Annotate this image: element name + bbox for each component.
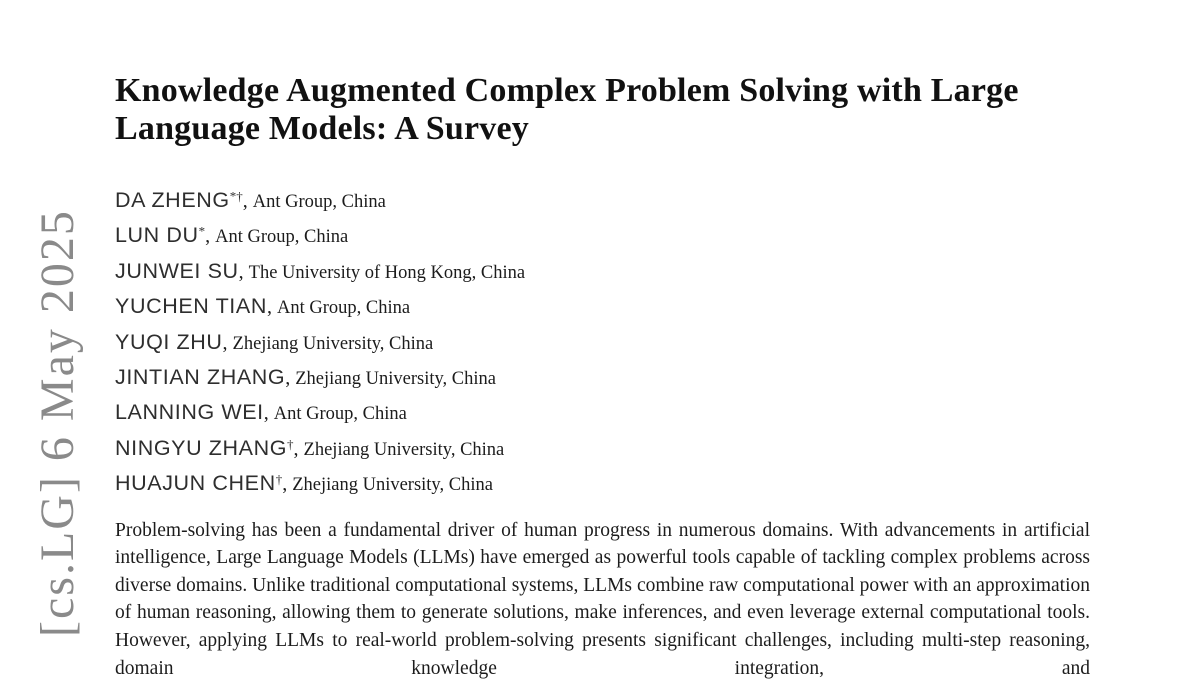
- author-separator: ,: [263, 402, 274, 425]
- author-superscript: †: [275, 471, 283, 487]
- author-affiliation: The University of Hong Kong, China: [248, 262, 526, 283]
- author-name: YUCHEN TIAN: [115, 294, 267, 319]
- author-row: [115, 396, 1090, 431]
- author-name: LANNING WEI: [115, 400, 264, 425]
- author-separator: ,: [205, 225, 216, 248]
- author-affiliation: Ant Group, China: [252, 192, 386, 212]
- author-name: NINGYU ZHANG: [115, 435, 288, 460]
- author-affiliation: Ant Group, China: [215, 227, 349, 248]
- author-affiliation: Zhejiang University, China: [292, 475, 493, 496]
- author-name: JINTIAN ZHANG: [115, 365, 286, 390]
- author-affiliation: Zhejiang University, China: [303, 439, 505, 460]
- author-affiliation: Zhejiang University, China: [232, 333, 434, 354]
- author-name: JUNWEI SU: [115, 258, 239, 283]
- author-separator: ,: [282, 473, 293, 496]
- author-row: [115, 290, 1090, 325]
- author-affiliation: Ant Group, China: [273, 404, 407, 425]
- paper-content: [115, 72, 1090, 682]
- author-separator: ,: [242, 190, 253, 212]
- author-row: [115, 361, 1090, 396]
- author-separator: ,: [238, 260, 249, 283]
- author-row: [115, 467, 1090, 502]
- author-affiliation: Ant Group, China: [276, 298, 411, 319]
- author-separator: ,: [222, 331, 233, 354]
- author-separator: ,: [266, 296, 277, 319]
- author-row: [115, 255, 1090, 290]
- author-affiliation: Zhejiang University, China: [295, 369, 496, 390]
- author-row: [115, 326, 1090, 361]
- author-row: [115, 219, 1090, 254]
- author-row: [115, 184, 1090, 219]
- title-line-1: Knowledge Augmented Complex Problem Solving with Large: [115, 72, 1019, 109]
- author-name: HUAJUN CHEN: [115, 471, 276, 496]
- author-name: YUQI ZHU: [115, 329, 223, 354]
- author-separator: ,: [285, 367, 296, 390]
- arxiv-stamp-text: [cs.LG] 6 May 2025: [31, 209, 84, 637]
- author-name: LUN DU: [115, 223, 199, 248]
- paper-title: [115, 72, 1090, 148]
- abstract-text: Problem-solving has been a fundamental driver of human progress in numerous domains. With advancements in artificial intelligence, Large Language Models (LLMs) have emerged as powerful tools capable of tackling complex problems across diverse domains. Unlike traditional computational systems, LLMs combine raw computational power with an approximation of human reasoning, allowing them to generate solutions, make inferences, and even leverage external computational tools. However, applying LLMs to real-world problem-solving presents significant challenges, including multi-step reasoning, domain knowledge integration, and: [115, 519, 1090, 679]
- author-superscript: *: [198, 224, 206, 240]
- author-list: [115, 184, 1090, 503]
- author-superscript: †: [287, 436, 294, 452]
- author-superscript: *†: [229, 188, 243, 204]
- author-row: [115, 432, 1090, 467]
- author-name: DA ZHENG: [115, 188, 230, 212]
- author-separator: ,: [293, 437, 304, 460]
- arxiv-stamp: [28, 187, 88, 637]
- title-line-2: Language Models: A Survey: [115, 110, 529, 147]
